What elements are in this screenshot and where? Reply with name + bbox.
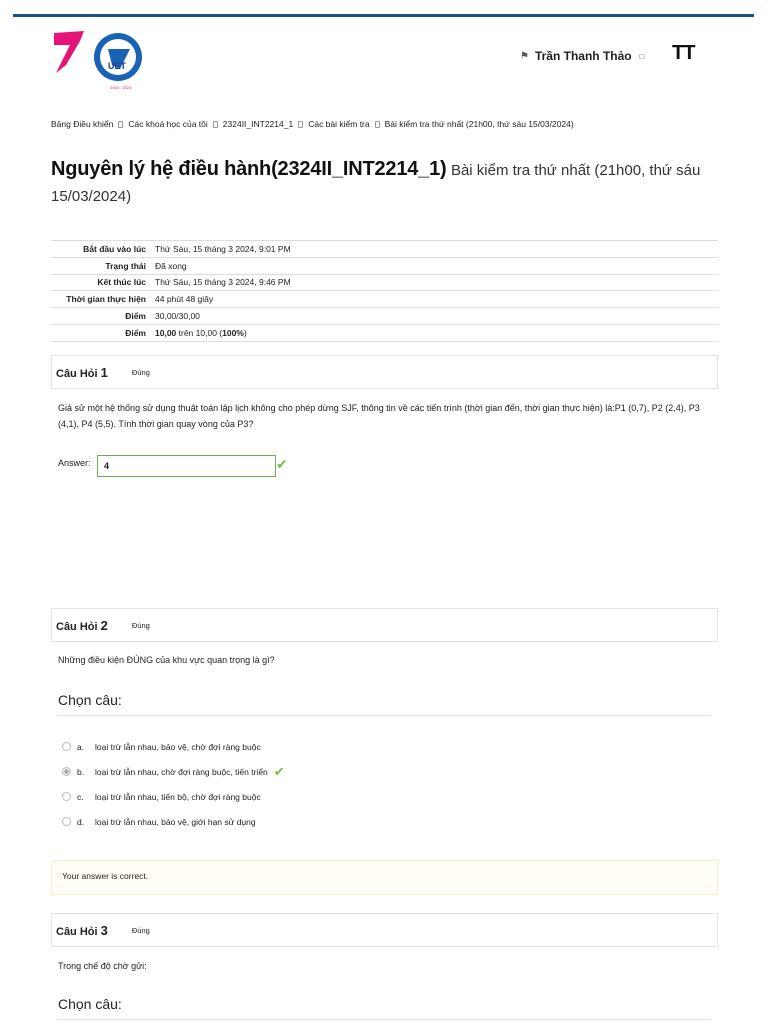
user-menu[interactable] xyxy=(520,49,644,63)
question-state: Đúng xyxy=(131,367,150,377)
option-text[interactable]: loại trừ lẫn nhau, chờ đợi ràng buộc, tiến triển xyxy=(95,766,268,777)
question-number xyxy=(56,618,108,633)
summary-label: Điểm xyxy=(125,311,146,322)
radio-button[interactable] xyxy=(62,817,71,826)
logo-text: UET xyxy=(108,61,126,71)
summary-label: Điểm xyxy=(125,327,146,338)
radio-button[interactable] xyxy=(62,792,71,801)
option-a[interactable] xyxy=(62,734,285,759)
quiz-title: Bài kiểm tra thứ nhất (21h00, thứ sáu 15/03/2024) xyxy=(51,162,701,205)
summary-label: Kết thúc lúc xyxy=(97,277,146,288)
breadcrumb-item-course[interactable]: 2324II_INT2214_1 xyxy=(222,119,294,129)
option-b[interactable] xyxy=(62,759,285,784)
option-text[interactable]: loại trừ lẫn nhau, tiến bộ, chờ đợi ràng buộc xyxy=(95,791,261,802)
answer-field[interactable]: 4 xyxy=(97,455,276,477)
correct-check-icon: ✔ xyxy=(273,763,285,779)
summary-value: 30,00/30,00 xyxy=(155,311,200,322)
summary-row xyxy=(51,291,718,308)
avatar[interactable]: TT xyxy=(672,42,695,64)
option-text[interactable]: loại trừ lẫn nhau, bảo vệ, chờ đợi ràng buộc xyxy=(95,741,261,752)
grade-mid: trên 10,00 ( xyxy=(176,327,223,338)
summary-value: 44 phút 48 giây xyxy=(155,294,214,305)
grade-percent: 100% xyxy=(222,327,244,338)
breadcrumb xyxy=(51,119,574,129)
grade-value: 10,00 xyxy=(155,327,177,338)
radio-button-selected[interactable] xyxy=(62,767,71,776)
feedback-box: Your answer is correct. xyxy=(51,860,718,895)
question-1-header xyxy=(51,355,718,389)
course-title: Nguyên lý hệ điều hành(2324II_INT2214_1) xyxy=(51,158,447,180)
summary-label: Trạng thái xyxy=(105,260,146,271)
breadcrumb-item-quizzes[interactable]: Các bài kiểm tra xyxy=(308,119,370,129)
uet-logo[interactable] xyxy=(50,25,150,95)
answer-label: Answer: xyxy=(58,458,91,468)
summary-label: Bắt đầu vào lúc xyxy=(83,243,146,254)
summary-row xyxy=(51,324,718,341)
grade-end: ) xyxy=(243,327,247,338)
breadcrumb-item-my-courses[interactable]: Các khoá học của tôi xyxy=(128,119,208,129)
summary-row xyxy=(51,274,718,291)
question-2-header xyxy=(51,608,718,642)
option-letter: d. xyxy=(77,816,85,827)
choose-prompt: Chọn câu: xyxy=(58,692,710,716)
user-name[interactable]: Trần Thanh Thảo xyxy=(534,49,632,63)
question-label: Câu Hỏi xyxy=(56,620,98,633)
summary-value: Thứ Sáu, 15 tháng 3 2024, 9:01 PM xyxy=(155,243,291,254)
question-state: Đúng xyxy=(131,925,150,935)
question-number-value: 2 xyxy=(100,617,108,633)
question-state: Đúng xyxy=(131,620,150,630)
question-1-text: Giả sử một hệ thống sử dụng thuật toán lập lịch không cho phép dừng SJF, thông tin về các tiến trình (thời gian đến, thời gian thực hiện) là:P1 (0,7), P2 (2,4), P3 (4,1), P4 (5,5). Tính thời gian quay vòng của P3? xyxy=(58,403,700,430)
option-text[interactable]: loại trừ lẫn nhau, bảo vệ, giới hạn sử dụng xyxy=(95,816,256,827)
option-c[interactable] xyxy=(62,784,285,809)
answer-options xyxy=(62,734,285,834)
question-3-header xyxy=(51,913,718,947)
caret-down-icon[interactable]: □ xyxy=(639,51,645,61)
option-letter: b. xyxy=(77,766,85,777)
summary-row xyxy=(51,257,718,274)
option-d[interactable] xyxy=(62,809,285,834)
summary-row xyxy=(51,241,718,258)
question-2-text: Những điều kiện ĐÚNG của khu vực quan trọng là gì? xyxy=(58,655,275,665)
choose-prompt: Chọn câu: xyxy=(58,996,710,1020)
breadcrumb-separator-icon xyxy=(375,121,380,128)
page-title xyxy=(51,154,721,210)
correct-check-icon: ✔ xyxy=(276,456,288,472)
breadcrumb-item-quiz[interactable]: Bài kiểm tra thứ nhất (21h00, thứ sáu 15/03/2024) xyxy=(384,119,574,129)
attempt-summary-table xyxy=(51,240,718,342)
breadcrumb-separator-icon xyxy=(213,121,218,128)
question-number xyxy=(56,365,108,380)
breadcrumb-item-dashboard[interactable]: Bảng Điều khiển xyxy=(51,119,114,129)
question-3-text: Trong chế độ chờ gửi: xyxy=(58,961,147,971)
question-label: Câu Hỏi xyxy=(56,925,98,938)
option-letter: a. xyxy=(77,741,85,752)
question-number-value: 1 xyxy=(100,364,108,380)
summary-value: Thứ Sáu, 15 tháng 3 2024, 9:46 PM xyxy=(155,277,291,288)
question-number-value: 3 xyxy=(100,922,108,938)
breadcrumb-separator-icon xyxy=(118,121,123,128)
question-label: Câu Hỏi xyxy=(56,367,98,380)
summary-value: Đã xong xyxy=(155,260,187,271)
top-border xyxy=(13,14,754,17)
summary-label: Thời gian thực hiện xyxy=(66,294,146,305)
logo-years: 2004 - 2024 xyxy=(110,85,132,90)
option-letter: c. xyxy=(77,791,84,802)
summary-value xyxy=(155,324,718,341)
breadcrumb-separator-icon xyxy=(298,121,303,128)
radio-button[interactable] xyxy=(62,742,71,751)
summary-row xyxy=(51,308,718,325)
bell-icon[interactable]: ⚑ xyxy=(520,50,529,62)
question-number xyxy=(56,923,108,938)
